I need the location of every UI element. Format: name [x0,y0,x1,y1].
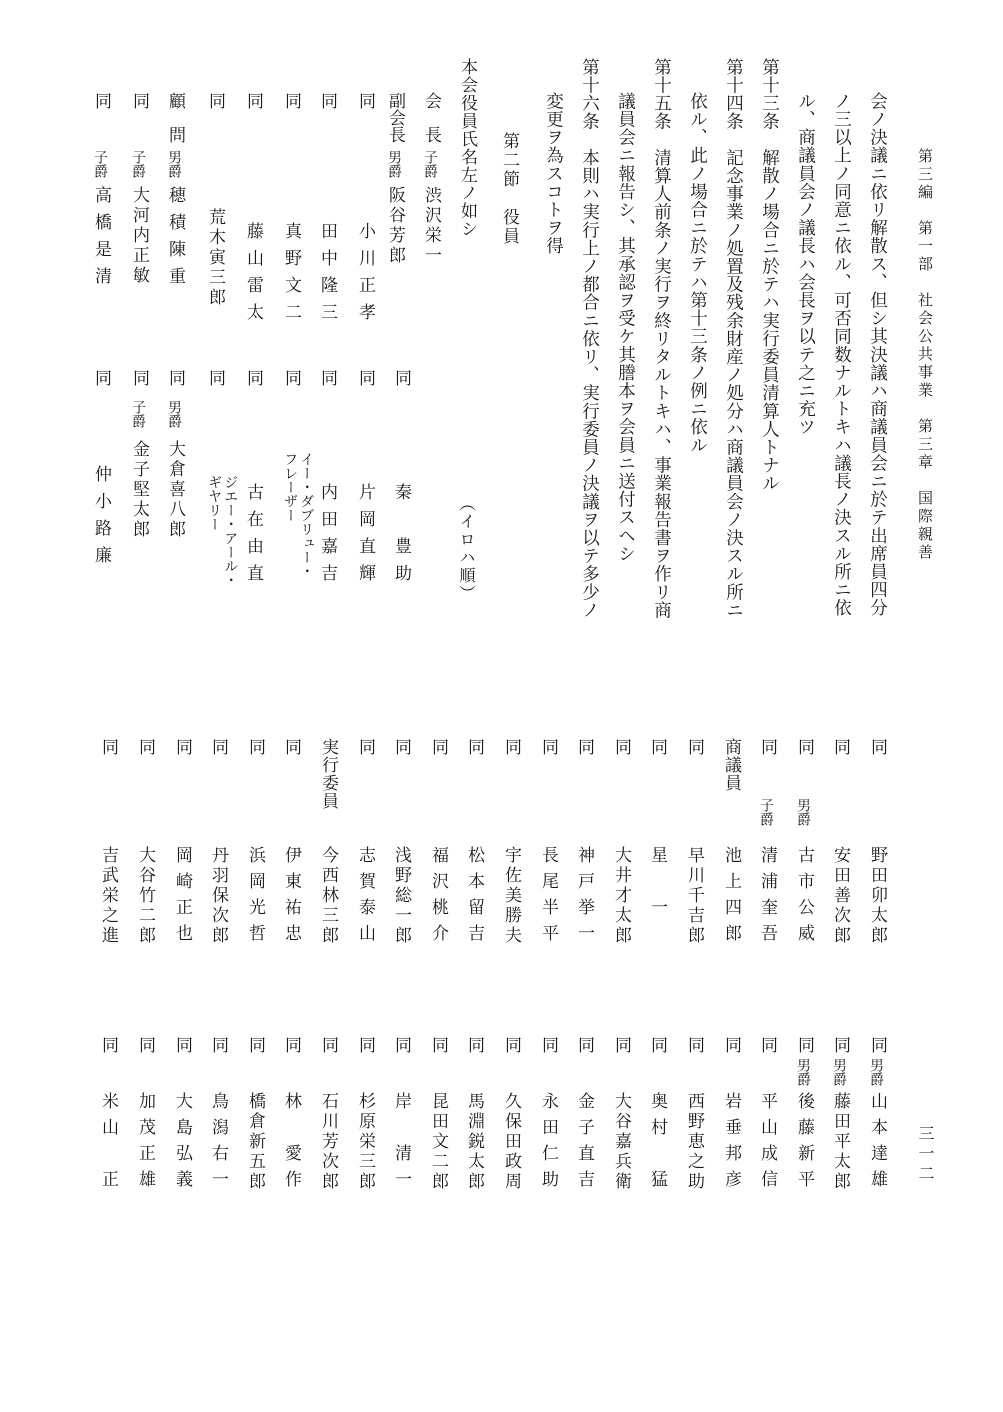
person-name: 石川芳次郎 [318,1092,338,1192]
person-name: 秦 豊助 [391,483,411,591]
peerage-title: 子爵 [758,798,774,826]
role-label: 同 [281,369,301,386]
article-14: 第十四条 記念事業ノ処置及残余財産ノ処分ハ商議員会ノ決スル所ニ [723,58,744,620]
person-name: 片岡直輝 [355,483,375,591]
person-name: 金子直吉 [574,1092,594,1196]
person-name: 古在由直 [243,483,263,591]
role-label: 同 [794,1036,814,1053]
role-label: 同 [281,1036,301,1053]
peerage-title: 男爵 [831,1058,847,1086]
role-label: 同 [464,1036,484,1053]
role-label: 同 [205,92,225,109]
person-name: 岸 清一 [391,1092,411,1196]
role-label: 同 [205,369,225,386]
person-name: 今西林三郎 [318,846,338,946]
role-label: 同 [391,369,411,386]
role-label: 会 長 [421,92,441,143]
role-label: 同 [391,1036,411,1053]
role-label: 同 [611,1036,631,1053]
person-name: 松本留吉 [464,846,484,950]
foreign-name: ジエー・アール・ ギヤリー [206,475,239,587]
person-name: 奥村 猛 [647,1092,667,1196]
role-label: 同 [245,738,265,755]
role-label: 同 [317,369,337,386]
person-name: 福沢桃介 [428,846,448,950]
person-name: 大井才太郎 [611,846,631,946]
role-label: 同 [538,1036,558,1053]
person-name: 金子堅太郎 [129,440,149,540]
person-name: 橋倉新五郎 [245,1092,265,1192]
role-label: 商議員 [721,738,741,792]
person-name: 加茂正雄 [135,1092,155,1196]
person-name: 平山成信 [757,1092,777,1196]
person-name: 藤山雷太 [243,222,263,330]
role-label: 同 [757,1036,777,1053]
role-label: 同 [391,738,411,755]
person-name: 藤田平太郎 [830,1092,850,1192]
role-label: 同 [355,92,375,109]
body-line: 議員会ニ報告シ、其承認ヲ受ケ其謄本ヲ会員ニ送付スヘシ [615,92,636,563]
role-label: 同 [647,1036,667,1053]
person-name: 大島弘義 [172,1092,192,1196]
role-label: 同 [129,369,149,386]
article-15: 第十五条 清算人前条ノ実行ヲ終リタルトキハ、事業報告書ヲ作リ商 [651,58,672,620]
peerage-title: 子爵 [130,150,146,178]
peerage-title: 男爵 [166,400,182,428]
person-name: 星 一 [647,846,667,924]
body-line: ノ三以上ノ同意ニ依ル、可否同数ナルトキハ議長ノ決スル所ニ依 [831,92,852,617]
role-label: 実行委員 [318,738,338,810]
running-header: 第三編 第一部 社会公共事業 第三章 国際親善 [916,148,934,562]
role-label: 同 [172,738,192,755]
person-name: 大倉喜八郎 [165,440,185,540]
person-name: 岩垂邦彦 [721,1092,741,1196]
role-label: 同 [867,1036,887,1053]
body-line: 依ル、此ノ場合ニ於テハ第十三条ノ例ニ依ル [687,92,708,454]
role-label: 同 [243,92,263,109]
peerage-title: 男爵 [166,150,182,178]
person-name: 宇佐美勝夫 [501,846,521,946]
role-label: 同 [867,738,887,755]
foreign-name: イー・ダブリュー・ フレーザー [282,452,315,578]
body-line: ル、商議員会ノ議長ハ会長ヲ以テ之ニ充ツ [795,92,816,436]
role-label: 同 [794,738,814,755]
person-name: 丹羽保次郎 [208,846,228,946]
role-label: 同 [318,1036,338,1053]
role-label: 同 [91,369,111,386]
role-label: 同 [281,738,301,755]
person-name: 渋沢栄一 [421,186,441,266]
section-title: 第二節 役員 [499,132,519,246]
person-name: 岡崎正也 [172,846,192,950]
person-name: 高橋是清 [91,186,111,294]
person-name: 昆田文二郎 [428,1092,448,1192]
role-label: 同 [501,1036,521,1053]
person-name: 浅野総一郎 [391,846,411,946]
peerage-title: 男爵 [386,150,402,178]
role-label: 同 [355,738,375,755]
person-name: 永田仁助 [538,1092,558,1196]
person-name: 吉武栄之進 [98,846,118,946]
role-label: 同 [317,92,337,109]
role-label: 顧 問 [165,92,185,143]
person-name: 山本達雄 [867,1092,887,1196]
person-name: 清浦奎吾 [757,846,777,950]
person-name: 大谷嘉兵衛 [611,1092,631,1192]
body-line: 会ノ決議ニ依リ解散ス、但シ其決議ハ商議員会ニ於テ出席員四分 [867,92,888,617]
role-label: 同 [574,738,594,755]
role-label: 同 [98,1036,118,1053]
role-label: 同 [172,1036,192,1053]
role-label: 同 [684,738,704,755]
role-label: 同 [281,92,301,109]
person-name: 志賀泰山 [355,846,375,950]
role-label: 同 [98,738,118,755]
role-label: 同 [91,92,111,109]
role-label: 同 [721,1036,741,1053]
article-16: 第十六条 本則ハ実行上ノ都合ニ依リ、実行委員ノ決議ヲ以テ多少ノ [579,58,600,620]
role-label: 同 [611,738,631,755]
person-name: 林 愛作 [281,1092,301,1196]
person-name: 大谷竹二郎 [135,846,155,946]
peerage-title: 子爵 [130,400,146,428]
person-name: 古市公威 [794,846,814,950]
person-name: 仲小路廉 [91,465,111,573]
role-label: 同 [129,92,149,109]
person-name: 久保田政周 [501,1092,521,1192]
role-label: 副会長 [385,92,405,143]
role-label: 同 [574,1036,594,1053]
peerage-title: 子爵 [92,150,108,178]
role-label: 同 [538,738,558,755]
role-label: 同 [135,1036,155,1053]
order-note: （イロハ順） [457,495,476,603]
person-name: 浜岡光哲 [245,846,265,950]
person-name: 早川千吉郎 [684,846,704,946]
person-name: 内田嘉吉 [317,483,337,591]
role-label: 同 [428,1036,448,1053]
person-name: 真野文二 [281,222,301,330]
person-name: 西野恵之助 [684,1092,704,1192]
person-name: 池上四郎 [721,846,741,950]
role-label: 同 [355,369,375,386]
peerage-title: 男爵 [795,798,811,826]
role-label: 同 [208,1036,228,1053]
body-line: 変更ヲ為スコトヲ得 [543,92,564,255]
person-name: 穂積陳重 [165,186,185,294]
peerage-title: 子爵 [422,150,438,178]
role-label: 同 [830,738,850,755]
role-label: 同 [243,369,263,386]
role-label: 同 [684,1036,704,1053]
role-label: 同 [464,738,484,755]
person-name: 杉原栄三郎 [355,1092,375,1192]
article-13: 第十三条 解散ノ場合ニ於テハ実行委員清算人トナル [759,58,780,493]
person-name: 後藤新平 [794,1092,814,1196]
person-name: 馬淵鋭太郎 [464,1092,484,1192]
role-label: 同 [208,738,228,755]
role-label: 同 [757,738,777,755]
person-name: 野田卯太郎 [867,846,887,946]
peerage-title: 男爵 [795,1058,811,1086]
person-name: 大河内正敏 [129,186,149,286]
person-name: 伊東祐忠 [281,846,301,950]
role-label: 同 [428,738,448,755]
person-name: 小川正孝 [355,222,375,330]
peerage-title: 男爵 [868,1058,884,1086]
role-label: 同 [830,1036,850,1053]
page-number: 三一二 [916,1125,935,1185]
person-name: 米山 正 [98,1092,118,1196]
person-name: 田中隆三 [317,222,337,330]
person-name: 神戸挙一 [574,846,594,950]
role-label: 同 [165,369,185,386]
person-name: 阪谷芳郎 [385,186,405,266]
role-label: 同 [647,738,667,755]
person-name: 安田善次郎 [830,846,850,946]
person-name: 荒木寅三郎 [205,208,225,308]
person-name: 鳥潟右一 [208,1092,228,1196]
role-label: 同 [135,738,155,755]
role-label: 同 [355,1036,375,1053]
section-intro: 本会役員氏名左ノ如シ [457,58,477,238]
role-label: 同 [501,738,521,755]
person-name: 長尾半平 [538,846,558,950]
role-label: 同 [245,1036,265,1053]
